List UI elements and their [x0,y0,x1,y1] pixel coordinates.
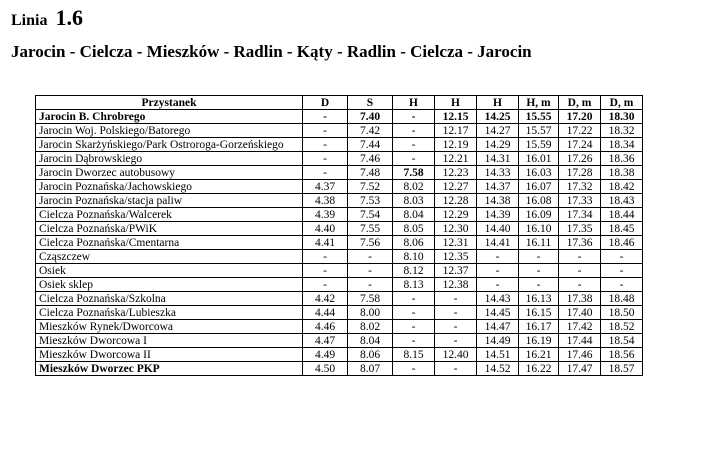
table-row [36,180,643,194]
departure-time: - [559,278,601,292]
departure-time: 16.13 [519,292,559,306]
departure-time: 14.37 [477,180,519,194]
table-row [36,194,643,208]
departure-time: 14.39 [477,208,519,222]
departure-time: 7.58 [393,166,435,180]
departure-time: - [303,138,348,152]
departure-time: 14.52 [477,362,519,376]
column-header: H [393,96,435,110]
departure-time: 16.15 [519,306,559,320]
departure-time: 14.43 [477,292,519,306]
departure-time: 17.33 [559,194,601,208]
table-row [36,152,643,166]
departure-time: 16.22 [519,362,559,376]
departure-time: 16.08 [519,194,559,208]
departure-time: - [393,320,435,334]
departure-time: 4.50 [303,362,348,376]
departure-time: 14.51 [477,348,519,362]
stop-name: Cząszczew [36,250,303,264]
departure-time: 14.40 [477,222,519,236]
stop-name: Osiek [36,264,303,278]
departure-time: 8.04 [393,208,435,222]
departure-time: 14.31 [477,152,519,166]
departure-time: 8.05 [393,222,435,236]
table-row [36,208,643,222]
departure-time: 4.39 [303,208,348,222]
departure-time: 17.35 [559,222,601,236]
departure-time: 14.47 [477,320,519,334]
departure-time: 8.12 [393,264,435,278]
stop-name: Cielcza Poznańska/Walcerek [36,208,303,222]
departure-time: 12.17 [435,124,477,138]
departure-time: 8.03 [393,194,435,208]
departure-time: 17.46 [559,348,601,362]
departure-time: 7.52 [348,180,393,194]
departure-time: - [348,250,393,264]
departure-time: 12.35 [435,250,477,264]
departure-time: 16.11 [519,236,559,250]
column-header: H [477,96,519,110]
departure-time: 15.59 [519,138,559,152]
departure-time: 8.02 [393,180,435,194]
departure-time: 18.46 [601,236,643,250]
departure-time: 4.49 [303,348,348,362]
departure-time: 17.28 [559,166,601,180]
departure-time: 12.30 [435,222,477,236]
departure-time: 17.20 [559,110,601,124]
departure-time: 12.27 [435,180,477,194]
departure-time: 4.37 [303,180,348,194]
departure-time: 18.56 [601,348,643,362]
column-header: H, m [519,96,559,110]
departure-time: - [303,250,348,264]
departure-time: 8.07 [348,362,393,376]
departure-time: 16.03 [519,166,559,180]
line-label: Linia [11,12,48,29]
departure-time: - [393,334,435,348]
departure-time: 4.47 [303,334,348,348]
departure-time: 4.38 [303,194,348,208]
departure-time: 14.49 [477,334,519,348]
departure-time: 14.41 [477,236,519,250]
departure-time: - [477,264,519,278]
departure-time: - [519,250,559,264]
departure-time: - [303,110,348,124]
departure-time: - [601,264,643,278]
departure-time: 16.21 [519,348,559,362]
departure-time: 17.22 [559,124,601,138]
departure-time: 8.02 [348,320,393,334]
stop-name: Osiek sklep [36,278,303,292]
departure-time: 18.36 [601,152,643,166]
table-row [36,250,643,264]
departure-time: - [393,110,435,124]
departure-time: - [519,278,559,292]
stop-name: Mieszków Rynek/Dworcowa [36,320,303,334]
departure-time: - [393,124,435,138]
table-row [36,334,643,348]
departure-time: - [303,152,348,166]
departure-time: 18.30 [601,110,643,124]
departure-time: - [393,362,435,376]
departure-time: 4.41 [303,236,348,250]
departure-time: 12.21 [435,152,477,166]
stop-name: Jarocin Skarżyńskiego/Park Ostroroga-Gorzeńskiego [36,138,303,152]
departure-time: - [303,264,348,278]
column-header: D [303,96,348,110]
departure-time: 12.31 [435,236,477,250]
departure-time: - [519,264,559,278]
departure-time: 17.44 [559,334,601,348]
departure-time: - [601,250,643,264]
departure-time: 17.42 [559,320,601,334]
table-row [36,124,643,138]
departure-time: 12.37 [435,264,477,278]
table-row [36,306,643,320]
column-header: H [435,96,477,110]
departure-time: 12.38 [435,278,477,292]
departure-time: 14.25 [477,110,519,124]
departure-time: 18.43 [601,194,643,208]
departure-time: 17.40 [559,306,601,320]
table-row [36,292,643,306]
departure-time: - [601,278,643,292]
column-header: D, m [601,96,643,110]
departure-time: 4.44 [303,306,348,320]
departure-time: 4.42 [303,292,348,306]
timetable-body [36,110,643,376]
departure-time: 18.42 [601,180,643,194]
departure-time: - [435,334,477,348]
departure-time: 8.15 [393,348,435,362]
stop-name: Jarocin Dąbrowskiego [36,152,303,166]
departure-time: 18.45 [601,222,643,236]
departure-time: 7.44 [348,138,393,152]
departure-time: 18.54 [601,334,643,348]
departure-time: 17.36 [559,236,601,250]
departure-time: 16.19 [519,334,559,348]
departure-time: - [303,278,348,292]
route-description: Jarocin - Cielcza - Mieszków - Radlin - Kąty - Radlin - Cielcza - Jarocin [11,42,532,61]
table-row [36,348,643,362]
table-row [36,236,643,250]
departure-time: 17.32 [559,180,601,194]
stop-name: Cielcza Poznańska/Cmentarna [36,236,303,250]
departure-time: - [303,166,348,180]
column-header: D, m [559,96,601,110]
departure-time: 18.48 [601,292,643,306]
column-header: S [348,96,393,110]
departure-time: 8.06 [393,236,435,250]
departure-time: 7.42 [348,124,393,138]
table-row [36,222,643,236]
departure-time: 12.19 [435,138,477,152]
departure-time: 16.07 [519,180,559,194]
departure-time: 8.13 [393,278,435,292]
departure-time: 7.46 [348,152,393,166]
departure-time: - [348,264,393,278]
departure-time: 16.17 [519,320,559,334]
timetable-header-row [36,96,643,110]
departure-time: 16.09 [519,208,559,222]
timetable [35,95,643,376]
stop-name: Mieszków Dworcowa II [36,348,303,362]
departure-time: - [393,152,435,166]
table-row [36,362,643,376]
departure-time: 8.10 [393,250,435,264]
departure-time: 12.15 [435,110,477,124]
departure-time: 18.38 [601,166,643,180]
stop-name: Mieszków Dworcowa I [36,334,303,348]
departure-time: 8.06 [348,348,393,362]
departure-time: 7.56 [348,236,393,250]
line-title [11,4,83,35]
departure-time: 12.28 [435,194,477,208]
departure-time: 18.52 [601,320,643,334]
departure-time: 18.44 [601,208,643,222]
table-row [36,110,643,124]
departure-time: - [393,138,435,152]
departure-time: - [435,362,477,376]
stop-name: Jarocin Poznańska/stacja paliw [36,194,303,208]
departure-time: 16.01 [519,152,559,166]
departure-time: 12.40 [435,348,477,362]
departure-time: - [348,278,393,292]
departure-time: 12.29 [435,208,477,222]
departure-time: 17.34 [559,208,601,222]
departure-time: 7.53 [348,194,393,208]
line-number: 1.6 [55,5,83,30]
departure-time: 8.04 [348,334,393,348]
departure-time: - [435,292,477,306]
departure-time: 18.34 [601,138,643,152]
stop-name: Jarocin B. Chrobrego [36,110,303,124]
departure-time: 18.57 [601,362,643,376]
departure-time: - [435,306,477,320]
stop-name: Cielcza Poznańska/PWiK [36,222,303,236]
departure-time: 16.10 [519,222,559,236]
departure-time: 17.47 [559,362,601,376]
stop-name: Cielcza Poznańska/Szkolna [36,292,303,306]
stop-name: Jarocin Poznańska/Jachowskiego [36,180,303,194]
stop-column-header: Przystanek [36,96,303,110]
departure-time: - [303,124,348,138]
departure-time: 4.46 [303,320,348,334]
departure-time: 12.23 [435,166,477,180]
departure-time: - [477,250,519,264]
stop-name: Jarocin Woj. Polskiego/Batorego [36,124,303,138]
departure-time: 18.50 [601,306,643,320]
stop-name: Cielcza Poznańska/Lubieszka [36,306,303,320]
stop-name: Jarocin Dworzec autobusowy [36,166,303,180]
departure-time: 14.29 [477,138,519,152]
departure-time: 7.48 [348,166,393,180]
departure-time: 17.38 [559,292,601,306]
departure-time: 15.57 [519,124,559,138]
departure-time: 17.26 [559,152,601,166]
departure-time: - [559,264,601,278]
table-row [36,320,643,334]
departure-time: 18.32 [601,124,643,138]
departure-time: 15.55 [519,110,559,124]
departure-time: 4.40 [303,222,348,236]
table-row [36,166,643,180]
departure-time: - [477,278,519,292]
departure-time: 14.38 [477,194,519,208]
departure-time: 14.45 [477,306,519,320]
departure-time: 17.24 [559,138,601,152]
departure-time: 8.00 [348,306,393,320]
departure-time: - [435,320,477,334]
departure-time: - [393,292,435,306]
departure-time: 14.27 [477,124,519,138]
departure-time: - [393,306,435,320]
table-row [36,278,643,292]
departure-time: 7.40 [348,110,393,124]
departure-time: 14.33 [477,166,519,180]
departure-time: 7.58 [348,292,393,306]
table-row [36,264,643,278]
departure-time: - [559,250,601,264]
table-row [36,138,643,152]
departure-time: 7.54 [348,208,393,222]
departure-time: 7.55 [348,222,393,236]
stop-name: Mieszków Dworzec PKP [36,362,303,376]
